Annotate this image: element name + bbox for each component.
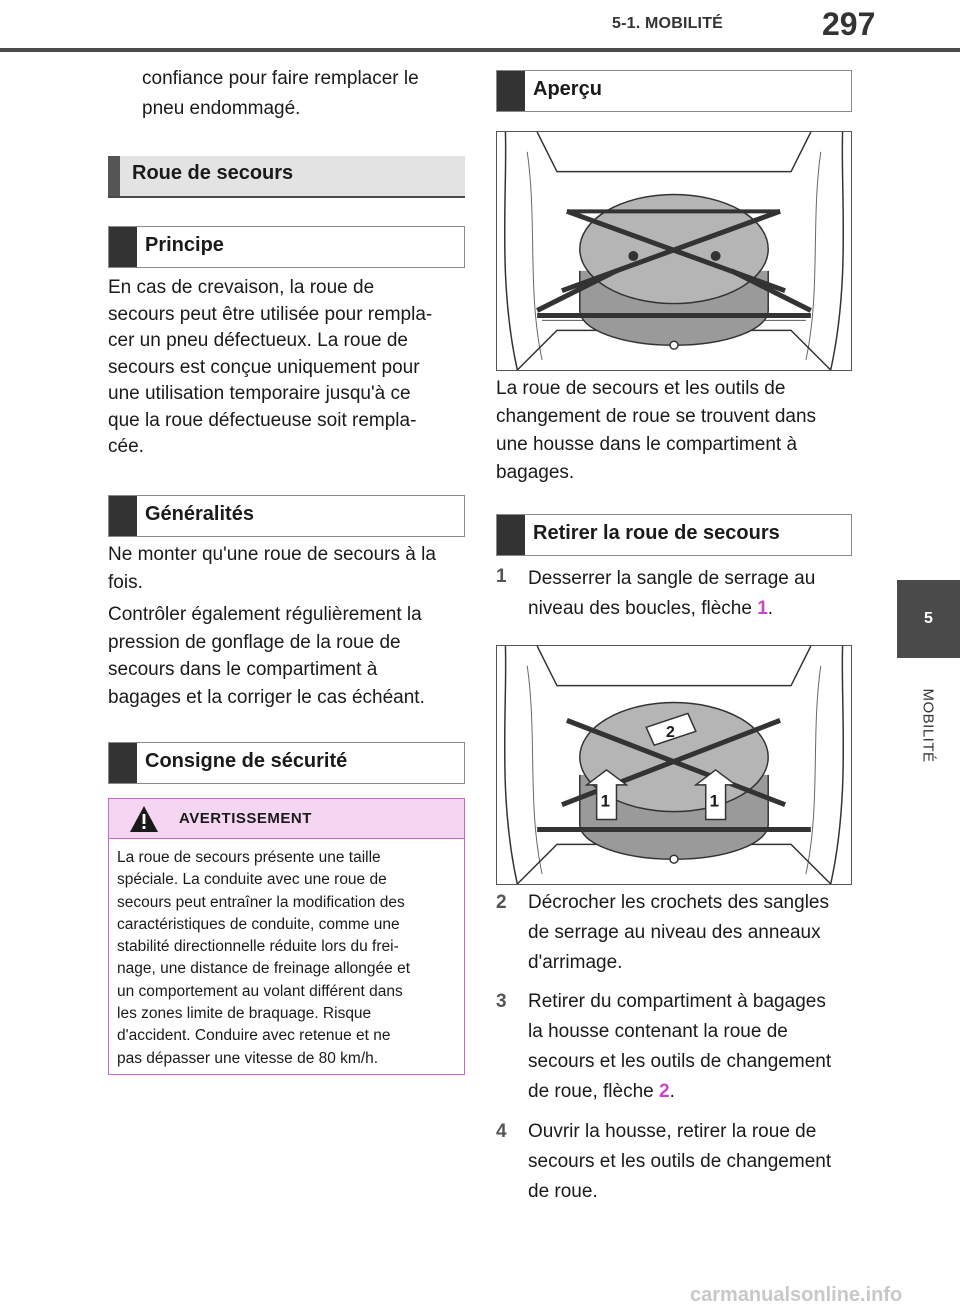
text-line: stabilité directionnelle réduite lors du frei- (117, 938, 399, 956)
text-line: secours et les outils de changement (528, 1151, 832, 1172)
step-4-text (528, 1117, 831, 1207)
text-line: pression de gonflage de la roue de (108, 631, 401, 653)
chapter-tab (897, 580, 960, 658)
loosen-strap-illustration (496, 645, 852, 885)
text-line: fois. (108, 572, 143, 593)
principe-paragraph (108, 275, 432, 461)
warning-triangle-icon (129, 805, 159, 833)
text-line: spéciale. La conduite avec une roue de (117, 871, 387, 889)
text-line: secours peut entraîner la modification des (117, 893, 405, 911)
watermark: carmanualsonline.info (690, 1284, 903, 1306)
text-line: Ouvrir la housse, retirer la roue de (528, 1121, 817, 1142)
arrow-label: 2 (666, 724, 675, 742)
subheading-generalites (108, 495, 465, 537)
heading-bar (497, 71, 525, 111)
text-line: Contrôler également régulièrement la (108, 604, 422, 625)
text-line: En cas de crevaison, la roue de (108, 277, 375, 298)
text-line-part: . (669, 1081, 675, 1102)
text-line: une housse dans le compartiment à (496, 434, 798, 455)
text-line: Desserrer la sangle de serrage au (528, 568, 816, 589)
text-line: Décrocher les crochets des sangles (528, 892, 829, 913)
heading-bar (497, 515, 525, 555)
subheading-apercu (496, 70, 852, 112)
warning-text (117, 847, 461, 1070)
text-line: un comportement au volant différent dans (117, 982, 403, 1000)
text-line: de serrage au niveau des anneaux (528, 922, 821, 943)
text-line: secours est conçue uniquement pour (108, 356, 420, 378)
text-line: bagages. (496, 462, 575, 483)
generalites-paragraph-2 (108, 601, 425, 711)
text-line: que la roue défectueuse soit rempla- (108, 409, 417, 431)
text-line: changement de roue se trouvent dans (496, 406, 817, 427)
continued-text (142, 64, 419, 124)
warning-box (108, 798, 465, 1075)
text-line: les zones limite de braquage. Risque (117, 1005, 372, 1023)
chapter-side-label (898, 670, 958, 780)
heading-text: Aperçu (533, 78, 602, 100)
text-line: confiance pour faire remplacer le (142, 68, 419, 89)
step-number: 3 (496, 991, 507, 1012)
apercu-paragraph (496, 375, 816, 487)
text-line: secours et les outils de changement (528, 1051, 832, 1072)
text-line: cée. (108, 436, 144, 457)
text-line-part: de roue, flèche (528, 1081, 659, 1102)
text-line: bagages et la corriger le cas échéant. (108, 686, 425, 708)
step-number: 4 (496, 1121, 507, 1142)
text-line: La roue de secours et les outils de (496, 378, 786, 399)
subheading-retirer (496, 514, 852, 556)
subheading-consigne (108, 742, 465, 784)
text-line: d'accident. Conduire avec retenue et ne (117, 1027, 391, 1045)
step-number: 1 (496, 566, 507, 587)
text-line: de roue. (528, 1181, 598, 1202)
text-line: la housse contenant la roue de (528, 1021, 788, 1042)
text-line: La roue de secours présente une taille (117, 849, 381, 866)
text-line: caractéristiques de conduite, comme une (117, 915, 400, 933)
arrow-label: 1 (600, 791, 610, 811)
heading-bar (108, 156, 120, 196)
text-line-part: . (767, 598, 774, 619)
chapter-side-label-text: MOBILITÉ (919, 687, 937, 763)
section-heading-roue-de-secours (108, 156, 465, 198)
header-rule (0, 48, 960, 52)
arrow-reference: 2 (658, 1081, 670, 1102)
heading-bar (109, 496, 137, 536)
heading-text: Retirer la roue de secours (533, 522, 780, 544)
arrow-label: 1 (709, 791, 720, 811)
step-3-text (528, 987, 831, 1107)
text-line: Retirer du compartiment à bagages (528, 991, 826, 1012)
spare-wheel-overview-illustration (496, 131, 852, 371)
text-line: pneu endommagé. (142, 98, 301, 119)
step-2-text (528, 888, 829, 978)
chapter-title: 5-1. MOBILITÉ (612, 15, 724, 32)
text-line: nage, une distance de freinage allongée et (117, 960, 411, 978)
heading-bar (109, 743, 137, 783)
text-line: d'arrimage. (528, 952, 623, 973)
text-line: secours dans le compartiment à (108, 659, 378, 680)
heading-text: Principe (145, 234, 224, 256)
heading-text: Roue de secours (132, 162, 294, 184)
warning-header (109, 799, 464, 839)
subheading-principe (108, 226, 465, 268)
text-line (528, 1077, 831, 1107)
heading-bar (109, 227, 137, 267)
page-number: 297 (822, 6, 876, 42)
text-line: Ne monter qu'une roue de secours à la (108, 544, 436, 565)
text-line: pas dépasser une vitesse de 80 km/h. (117, 1049, 379, 1067)
heading-text: Consigne de sécurité (145, 750, 348, 772)
text-line: secours peut être utilisée pour rempla- (108, 303, 433, 325)
step-number: 2 (496, 892, 507, 913)
heading-text: Généralités (145, 503, 254, 525)
text-line: une utilisation temporaire jusqu'à ce (108, 383, 411, 404)
warning-title: AVERTISSEMENT (179, 810, 312, 827)
text-line: cer un pneu défectueux. La roue de (108, 330, 409, 351)
generalites-paragraph-1 (108, 541, 436, 597)
step-1-text (528, 564, 815, 624)
text-line (528, 594, 815, 624)
arrow-reference: 1 (757, 598, 768, 619)
chapter-tab-number: 5 (924, 610, 933, 627)
text-line-part: niveau des boucles, flèche (528, 598, 758, 619)
